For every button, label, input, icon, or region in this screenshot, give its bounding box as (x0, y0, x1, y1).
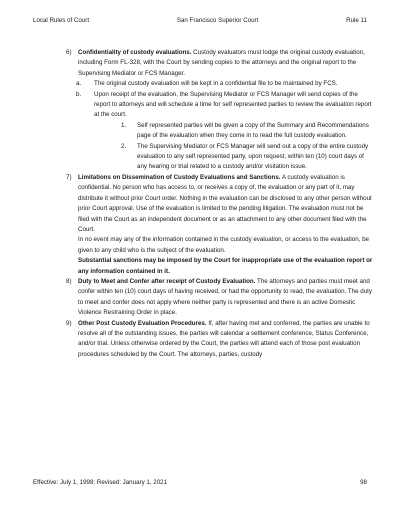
sub-item-text: Upon receipt of the evaluation, the Supervising Mediator or FCS Manager will send copies of the report to attorneys and will schedule a time for self represented parties to review the evaluation report at the court. (94, 90, 372, 119)
sub-sub-item-label: 1. (121, 121, 127, 129)
item-paragraph (78, 48, 373, 79)
rule-item-8 (33, 277, 373, 319)
item-title: Limitations on Dissemination of Custody Evaluations and Sanctions. (78, 173, 281, 181)
rule-body (33, 48, 373, 360)
rule-item-9 (33, 319, 373, 361)
footer-effective-date: Effective: July 1, 1998; Revised: January 1, 2021 (33, 479, 168, 486)
item-title: Duty to Meet and Confer after receipt of Custody Evaluation. (78, 277, 256, 285)
item-paragraph (78, 319, 373, 361)
item-paragraph (78, 173, 373, 235)
item-number: 6) (66, 49, 72, 56)
sub-sub-item-text: Self represented parties will be given a copy of the Summary and Recommendations page of the evaluation when they come in to read the full custody evaluation. (137, 121, 369, 140)
item-paragraph (78, 277, 373, 319)
header-center: San Francisco Superior Court (176, 17, 259, 24)
page-header (33, 17, 367, 25)
item-number: 7) (66, 173, 72, 181)
sub-item-b (76, 90, 373, 121)
sub-sub-item-1 (121, 121, 373, 142)
sub-sub-item-text: The Supervising Mediator or FCS Manager will send out a copy of the entire custody evaluation to any self represented party, upon request, within ten (10) court days of any hearing or trial related to a custody and/or visitation issue. (137, 142, 369, 171)
header-left: Local Rules of Court (33, 17, 90, 24)
item-number: 9) (66, 319, 72, 327)
item-text: A custody evaluation is confidential. No person who has access to, or receives a copy of, the evaluation or any part of it, may distribute it without prior Court order. Nothing in the evaluation can be disclosed to any other person without prior Court approval. Use of the evaluation is limited to the pending litigation. The evaluation must not be filed with the Court as an independent document or as an attachment to any other document filed with the Court. (78, 173, 372, 233)
sanctions-notice: Substantial sanctions may be imposed by the Court for inappropriate use of the evaluation report or any information contained in it. (78, 257, 373, 275)
header-right: Rule 11 (346, 17, 367, 24)
item-title: Other Post Custody Evaluation Procedures. (78, 319, 207, 327)
page-footer (33, 479, 367, 487)
sub-sub-item-label: 2. (121, 142, 127, 150)
item-text: Custody evaluators must lodge the original custody evaluation, including Form FL-328, with the Court by sending copies to the attorneys and the original report to the Supervising Mediator or FCS Manager. (78, 49, 365, 77)
item-title: Confidentiality of custody evaluations. (78, 49, 192, 56)
sub-item-label: a. (76, 80, 82, 88)
item-text: If, after having met and conferred, the parties are unable to resolve all of the outstanding issues, the parties will calendar a settlement conference, Status Conference, and/or trial. Unless otherwise ordered by the Court, the parties will attend each of those post evaluation procedures scheduled by the Court. The attorneys, parties, custody (78, 319, 370, 358)
page-number: 98 (360, 479, 367, 486)
rule-item-7 (33, 173, 373, 277)
sub-item-text: The original custody evaluation will be kept in a confidential file to be maintained by FCS. (94, 80, 338, 88)
rule-item-6 (33, 48, 373, 79)
item-number: 8) (66, 277, 72, 285)
sub-sub-item-2 (121, 142, 373, 173)
item-text: The attorneys and parties must meet and confer within ten (10) court days of having received, or had the opportunity to read, the evaluation. The duty to meet and confer does not apply where neither party is represented and there is an active Domestic Violence Restraining Order in place. (78, 277, 372, 317)
sub-item-label: b. (76, 90, 82, 98)
item-paragraph-2: In no event may any of the information contained in the custody evaluation, or access to the evaluation, be given to any child who is the subject of the evaluation. (78, 236, 369, 254)
sub-item-a (76, 79, 373, 89)
